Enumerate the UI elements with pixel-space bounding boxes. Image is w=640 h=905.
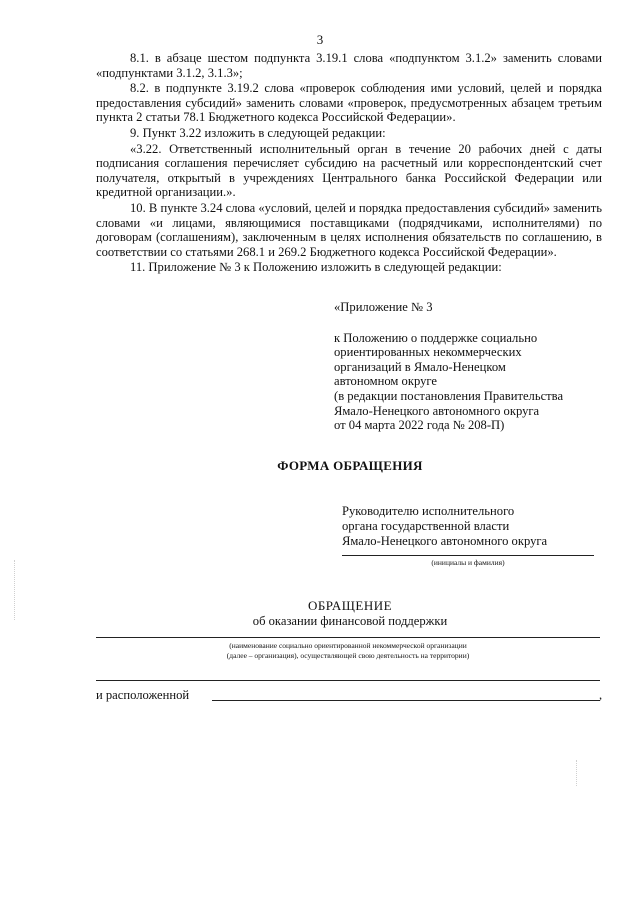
appeal-subtitle: об оказании финансовой поддержки — [252, 614, 448, 628]
appendix-line: от 04 марта 2022 года № 208-П) — [334, 418, 505, 433]
form-title: ФОРМА ОБРАЩЕНИЯ — [277, 458, 423, 473]
organization-caption-line: (наименование социально ориентированной некоммерческой организации — [229, 641, 467, 650]
address-field-line — [212, 700, 600, 701]
recipient-block — [342, 504, 612, 549]
paragraph-8-2: 8.2. в подпункте 3.19.2 слова «проверок соблюдения ими условий, целей и порядка предоставления субсидий» заменить словами «проверок, предусмотренных абзацем третьим пункта 2 статьи 78.1 Бюджетного кодекса Российской Федерации». — [96, 81, 602, 125]
appendix-line: (в редакции постановления Правительства — [334, 388, 564, 403]
recipient-caption: (инициалы и фамилия) — [431, 558, 505, 567]
organization-caption-line: (далее – организация), осуществляющей свою деятельность на территории) — [226, 651, 470, 660]
recipient-name-field-line — [342, 555, 594, 556]
located-end-comma: , — [599, 688, 603, 702]
paragraph-8-1: 8.1. в абзаце шестом подпункта 3.19.1 слова «подпунктом 3.1.2» заменить словами «подпунктами 3.1.2, 3.1.3»; — [96, 51, 602, 80]
appendix-title: «Приложение № 3 — [334, 300, 433, 314]
located-label: и расположенной — [96, 688, 190, 702]
appendix-line: организаций в Ямало-Ненецком — [334, 359, 506, 374]
scan-artifact — [14, 560, 16, 620]
appendix-line: Ямало-Ненецкого автономного округа — [334, 403, 540, 418]
appendix-line: автономном округе — [334, 374, 437, 389]
appeal-title: ОБРАЩЕНИЕ — [307, 598, 393, 613]
amendments-text — [96, 51, 602, 276]
organization-caption — [96, 641, 600, 661]
paragraph-9: 9. Пункт 3.22 изложить в следующей редакции: — [130, 125, 386, 140]
organization-name-field-line — [96, 637, 600, 638]
paragraph-10: 10. В пункте 3.24 слова «условий, целей и порядка предоставления субсидий» заменить словами «и лицами, являющимися поставщиками (подрядчиками, исполнителями) по договорам (соглашениям), заключенным в целях исполнения обязательств по соглашению, в соответствии со статьями 268.1 и 269.2 Бюджетного кодекса Российской Федерации». — [96, 200, 602, 259]
appendix-header — [334, 300, 614, 433]
scan-artifact — [576, 760, 578, 786]
paragraph-11: 11. Приложение № 3 к Положению изложить в следующей редакции: — [130, 260, 502, 275]
territory-field-line — [96, 680, 600, 681]
recipient-line: Руководителю исполнительного — [342, 504, 515, 518]
paragraph-3-22-quote: «3.22. Ответственный исполнительный орган в течение 20 рабочих дней с даты подписания соглашения перечисляет субсидию на расчетный или корреспондентский счет получателя, открытый в учреждениях Центрального банка Российской Федерации или кредитной организации.». — [96, 141, 602, 200]
recipient-line: органа государственной власти — [342, 519, 510, 533]
page-number: 3 — [316, 32, 324, 47]
appendix-line: к Положению о поддержке социально — [334, 330, 538, 345]
recipient-line: Ямало-Ненецкого автономного округа — [342, 534, 548, 548]
appendix-line: ориентированных некоммерческих — [334, 345, 522, 360]
